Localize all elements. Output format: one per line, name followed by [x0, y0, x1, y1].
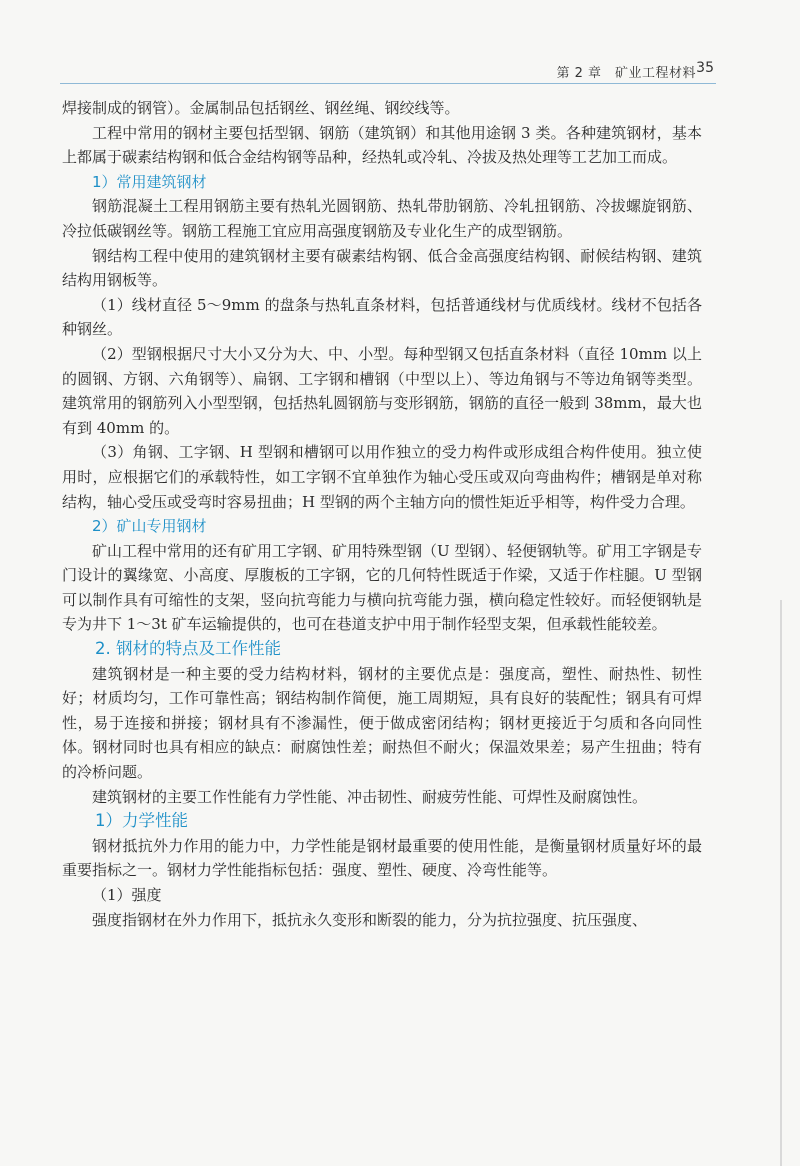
section-heading: 2. 钢材的特点及工作性能 [95, 639, 281, 659]
page-edge-shadow [780, 600, 782, 1166]
paragraph: 建筑钢材的主要工作性能有力学性能、冲击韧性、耐疲劳性能、可焊性及耐腐蚀性。 [92, 787, 648, 806]
paragraph: 钢筋混凝土工程用钢筋主要有热轧光圆钢筋、热轧带肋钢筋、冷轧扭钢筋、冷拔螺旋钢筋、冷拉低碳钢丝等。钢筋工程施工宜应用高强度钢筋及专业化生产的成型钢筋。 [62, 197, 702, 240]
page-body [62, 96, 702, 932]
paragraph: 矿山工程中常用的还有矿用工字钢、矿用特殊型钢（U 型钢）、轻便钢轨等。矿用工字钢是专门设计的翼缘宽、小高度、厚腹板的工字钢，它的几何特性既适于作梁，又适于作柱腿。U 型钢可以制作具有可缩性的支架，竖向抗弯能力与横向抗弯能力强，横向稳定性较好。而轻便钢轨是专为井下 1～3t 矿车运输提供的，也可在巷道支护中用于制作轻型支架，但承载性能较差。 [62, 541, 702, 634]
paragraph: 建筑钢材是一种主要的受力结构材料，钢材的主要优点是：强度高，塑性、耐热性、韧性好；材质均匀，工作可靠性高；钢结构制作简便，施工周期短，具有良好的装配性；钢具有可焊性，易于连接和拼接；钢材具有不渗漏性，便于做成密闭结构；钢材更接近于匀质和各向同性体。钢材同时也具有相应的缺点：耐腐蚀性差；耐热但不耐火；保温效果差；易产生扭曲；特有的冷桥问题。 [62, 664, 702, 782]
running-header [0, 0, 800, 82]
page-number: 35 [696, 60, 714, 76]
paragraph: 工程中常用的钢材主要包括型钢、钢筋（建筑钢）和其他用途钢 3 类。各种建筑钢材，基本上都属于碳素结构钢和低合金结构钢等品种，经热轧或冷轧、冷拔及热处理等工艺加工而成。 [62, 123, 702, 167]
section-heading: 2）矿山专用钢材 [92, 517, 207, 536]
header-rule [60, 83, 716, 84]
paragraph: 钢材抵抗外力作用的能力中，力学性能是钢材最重要的使用性能，是衡量钢材质量好坏的最重要指标之一。钢材力学性能指标包括：强度、塑性、硬度、冷弯性能等。 [62, 836, 702, 880]
paragraph: （3）角钢、工字钢、H 型钢和槽钢可以用作独立的受力构件或形成组合构件使用。独立使用时，应根据它们的承载特性，如工字钢不宜单独作为轴心受压或双向弯曲构件；槽钢是单对称结构，轴心受压或受弯时容易扭曲；H 型钢的两个主轴方向的惯性矩近乎相等，构件受力合理。 [62, 443, 702, 511]
paragraph: （2）型钢根据尺寸大小又分为大、中、小型。每种型钢又包括直条材料（直径 10mm 以上的圆钢、方钢、六角钢等）、扁钢、工字钢和槽钢（中型以上）、等边角钢与不等边角钢等类型。建筑常用的钢筋列入小型型钢，包括热轧圆钢筋与变形钢筋，钢筋的直径一般到 38mm，最大也有到 40mm 的。 [62, 344, 702, 437]
section-heading: 1）力学性能 [95, 811, 188, 831]
paragraph: 强度指钢材在外力作用下，抵抗永久变形和断裂的能力，分为抗拉强度、抗压强度、 [92, 910, 648, 929]
section-heading: 1）常用建筑钢材 [92, 172, 207, 191]
paragraph: （1）强度 [92, 886, 162, 904]
paragraph: 焊接制成的钢管）。金属制品包括钢丝、钢丝绳、钢绞线等。 [62, 99, 460, 117]
paragraph: 钢结构工程中使用的建筑钢材主要有碳素结构钢、低合金高强度结构钢、耐候结构钢、建筑结构用钢板等。 [62, 246, 702, 290]
chapter-title: 第 2 章 矿业工程材料 [556, 66, 696, 81]
paragraph: （1）线材直径 5～9mm 的盘条与热轧直条材料，包括普通线材与优质线材。线材不包括各种钢丝。 [62, 295, 702, 339]
